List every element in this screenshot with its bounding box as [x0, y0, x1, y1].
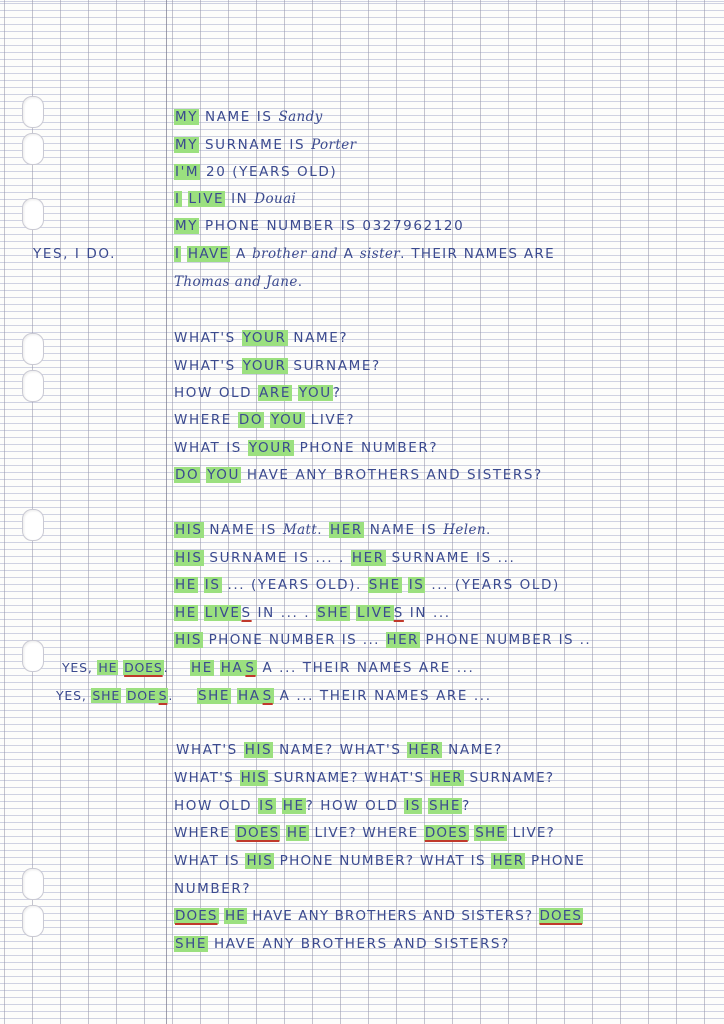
text-line — [174, 907, 583, 925]
highlighted-word: DOES — [175, 908, 218, 924]
highlighted-word: DOES — [424, 825, 468, 841]
text-line — [174, 439, 438, 457]
text-segment: . — [297, 274, 304, 290]
highlighted-word: HIS — [175, 550, 203, 566]
handwritten-surname: Porter — [311, 137, 357, 153]
text-segment: A — [337, 246, 360, 262]
margin-line — [163, 0, 169, 1024]
text-segment: YES, — [56, 688, 92, 703]
highlighted-word: SHE — [92, 688, 121, 703]
text-line — [174, 797, 471, 815]
text-segment: HOW OLD — [174, 385, 259, 401]
highlighted-word: DOES — [539, 908, 583, 924]
text-segment: YES, I DO. — [33, 246, 116, 262]
text-segment: A — [230, 246, 253, 262]
highlighted-word: HA — [220, 660, 244, 676]
phone-number: 0327962120 — [362, 218, 465, 234]
handwritten-name: Helen — [443, 522, 486, 538]
text-segment: . — [168, 688, 174, 703]
text-segment: HAVE ANY BROTHERS AND SISTERS? — [240, 467, 543, 483]
text-segment: ? — [462, 798, 471, 814]
highlighted-word: HIS — [175, 522, 203, 538]
highlighted-word: LIVE — [357, 605, 393, 621]
underlined-ending: S — [158, 688, 168, 703]
highlighted-word: HIS — [240, 770, 268, 786]
text-segment: WHAT'S — [174, 358, 242, 374]
highlighted-word: HER — [351, 550, 385, 566]
text-line — [174, 631, 591, 649]
highlighted-word: HE — [191, 660, 213, 676]
highlighted-word: HER — [386, 632, 419, 648]
underlined-ending: S — [241, 605, 252, 621]
handwritten-word: brother and — [252, 246, 338, 262]
text-segment: LIVE? — [304, 412, 356, 428]
text-segment: 20 (YEARS OLD) — [200, 164, 338, 180]
highlighted-word: YOUR — [248, 440, 293, 456]
text-segment: NAME IS — [199, 109, 279, 125]
highlighted-word: I'M — [175, 164, 200, 180]
text-segment: . — [163, 660, 169, 675]
text-segment: NUMBER? — [174, 881, 252, 897]
margin-answer — [33, 245, 116, 263]
text-line — [197, 687, 492, 705]
highlighted-word: YOU — [298, 385, 332, 401]
text-segment: WHAT IS — [174, 853, 246, 869]
highlighted-word: YOUR — [242, 330, 287, 346]
text-segment: ... (YEARS OLD). — [221, 577, 368, 593]
text-segment: HOW OLD — [174, 798, 259, 814]
highlighted-word: SHE — [429, 798, 462, 814]
underlined-ending: S — [245, 660, 256, 676]
text-segment: YES, — [62, 660, 98, 675]
text-segment: IN ... — [403, 605, 451, 621]
highlighted-word: HE — [224, 908, 246, 924]
text-line — [174, 852, 585, 870]
text-segment: HAVE ANY BROTHERS AND SISTERS? — [208, 936, 510, 952]
text-line — [190, 659, 474, 677]
highlighted-word: HA — [237, 688, 261, 704]
highlighted-word: IS — [259, 798, 275, 814]
text-segment: SURNAME IS ... . — [203, 550, 351, 566]
text-line — [174, 329, 348, 347]
highlighted-word: HE — [175, 605, 197, 621]
highlighted-word: YOU — [270, 412, 304, 428]
highlighted-word: YOU — [207, 467, 240, 483]
text-segment: WHAT'S — [174, 770, 240, 786]
highlighted-word: DOES — [236, 825, 280, 841]
text-line — [174, 190, 296, 208]
text-segment: ... (YEARS OLD) — [425, 577, 560, 593]
text-segment: . — [317, 522, 329, 538]
text-segment: WHERE — [174, 412, 238, 428]
highlighted-word: SHE — [317, 605, 350, 621]
text-segment: PHONE NUMBER IS ... — [202, 632, 386, 648]
text-segment: ? — [332, 385, 342, 401]
text-segment: WHERE — [174, 825, 236, 841]
text-line — [174, 604, 451, 622]
highlighted-word: HIS — [244, 742, 273, 758]
highlighted-word: IS — [204, 577, 221, 593]
text-segment: NAME IS — [203, 522, 283, 538]
text-line — [174, 245, 555, 263]
text-line — [174, 163, 337, 181]
text-segment: SURNAME? — [287, 358, 381, 374]
binder-hole — [22, 640, 44, 672]
text-line — [174, 880, 251, 898]
margin-answer — [56, 687, 173, 705]
handwritten-name: Sandy — [278, 109, 323, 125]
text-segment: PHONE — [525, 853, 586, 869]
text-segment: ? HOW OLD — [305, 798, 405, 814]
text-segment: . — [485, 522, 492, 538]
highlighted-word: MY — [175, 218, 199, 234]
text-line — [174, 273, 304, 291]
margin-answer — [62, 659, 168, 677]
text-segment: IN ... . — [251, 605, 317, 621]
text-segment: NAME? — [442, 742, 503, 758]
highlighted-word: HAVE — [187, 246, 230, 262]
highlighted-word: HE — [98, 660, 118, 675]
highlighted-word: HER — [329, 522, 363, 538]
text-segment: WHAT'S — [176, 742, 244, 758]
highlighted-word: MY — [175, 137, 199, 153]
text-line — [174, 466, 543, 484]
text-line — [174, 935, 510, 953]
binder-hole — [22, 905, 44, 937]
text-segment: LIVE? — [507, 825, 556, 841]
underlined-ending: S — [393, 605, 404, 621]
text-segment: NAME IS — [363, 522, 444, 538]
highlighted-word: DO — [175, 467, 200, 483]
highlighted-word: HIS — [175, 632, 202, 648]
text-line — [174, 411, 355, 429]
highlighted-word: DOES — [124, 660, 163, 675]
highlighted-word: HER — [408, 742, 442, 758]
text-segment: SURNAME? WHAT'S — [268, 770, 430, 786]
highlighted-word: HER — [430, 770, 463, 786]
highlighted-word: ARE — [259, 385, 292, 401]
text-line — [174, 384, 342, 402]
highlighted-word: YOUR — [242, 358, 287, 374]
highlighted-word: HE — [286, 825, 308, 841]
highlighted-word: LIVE — [188, 191, 225, 207]
text-line — [174, 217, 464, 235]
text-line — [174, 769, 554, 787]
text-segment: PHONE NUMBER IS .. — [419, 632, 592, 648]
text-line — [174, 357, 381, 375]
text-line — [174, 136, 356, 154]
text-segment: WHAT IS — [174, 440, 248, 456]
binder-hole — [22, 198, 44, 230]
text-segment: A ... THEIR NAMES ARE ... — [273, 688, 492, 704]
text-line — [174, 521, 492, 539]
highlighted-word: SHE — [175, 936, 208, 952]
highlighted-word: SHE — [198, 688, 231, 704]
highlighted-word: HIS — [246, 853, 274, 869]
text-segment: A ... THEIR NAMES ARE ... — [256, 660, 475, 676]
text-segment: . THEIR NAMES ARE — [400, 246, 555, 262]
text-segment: LIVE? WHERE — [308, 825, 424, 841]
highlighted-word: MY — [175, 109, 199, 125]
text-line — [174, 824, 555, 842]
text-segment: NAME? — [287, 330, 349, 346]
highlighted-word: HE — [282, 798, 305, 814]
text-segment: PHONE NUMBER? WHAT IS — [274, 853, 492, 869]
text-line — [174, 576, 560, 594]
text-segment: SURNAME IS ... — [385, 550, 516, 566]
highlighted-word: I — [175, 191, 181, 207]
text-segment: WHAT'S — [174, 330, 242, 346]
highlighted-word: SHE — [368, 577, 401, 593]
text-line — [174, 549, 515, 567]
highlighted-word: HE — [175, 577, 197, 593]
highlighted-word: IS — [405, 798, 422, 814]
highlighted-word: SHE — [475, 825, 507, 841]
binder-hole — [22, 509, 44, 541]
text-segment: PHONE NUMBER IS — [199, 218, 363, 234]
text-segment: HAVE ANY BROTHERS AND SISTERS? — [246, 908, 539, 924]
binder-hole — [22, 133, 44, 165]
highlighted-word: DO — [238, 412, 264, 428]
highlighted-word: HER — [492, 853, 525, 869]
handwritten-names: Thomas and Jane — [174, 274, 298, 290]
highlighted-word: LIVE — [204, 605, 241, 621]
text-segment: NAME? WHAT'S — [273, 742, 408, 758]
handwritten-word: sister — [359, 246, 401, 262]
highlighted-word: DOE — [126, 688, 157, 703]
text-segment: PHONE NUMBER? — [293, 440, 439, 456]
binder-hole — [22, 96, 44, 128]
handwritten-name: Matt — [282, 522, 318, 538]
text-segment: IN — [225, 191, 255, 207]
text-line — [176, 741, 503, 759]
text-line — [174, 108, 323, 126]
highlighted-word: I — [175, 246, 181, 262]
text-segment: SURNAME? — [463, 770, 555, 786]
binder-hole — [22, 370, 44, 402]
highlighted-word: IS — [408, 577, 425, 593]
text-segment: SURNAME IS — [199, 137, 312, 153]
binder-hole — [22, 868, 44, 900]
handwritten-city: Douai — [254, 191, 297, 207]
binder-hole — [22, 333, 44, 365]
underlined-ending: S — [262, 688, 273, 704]
